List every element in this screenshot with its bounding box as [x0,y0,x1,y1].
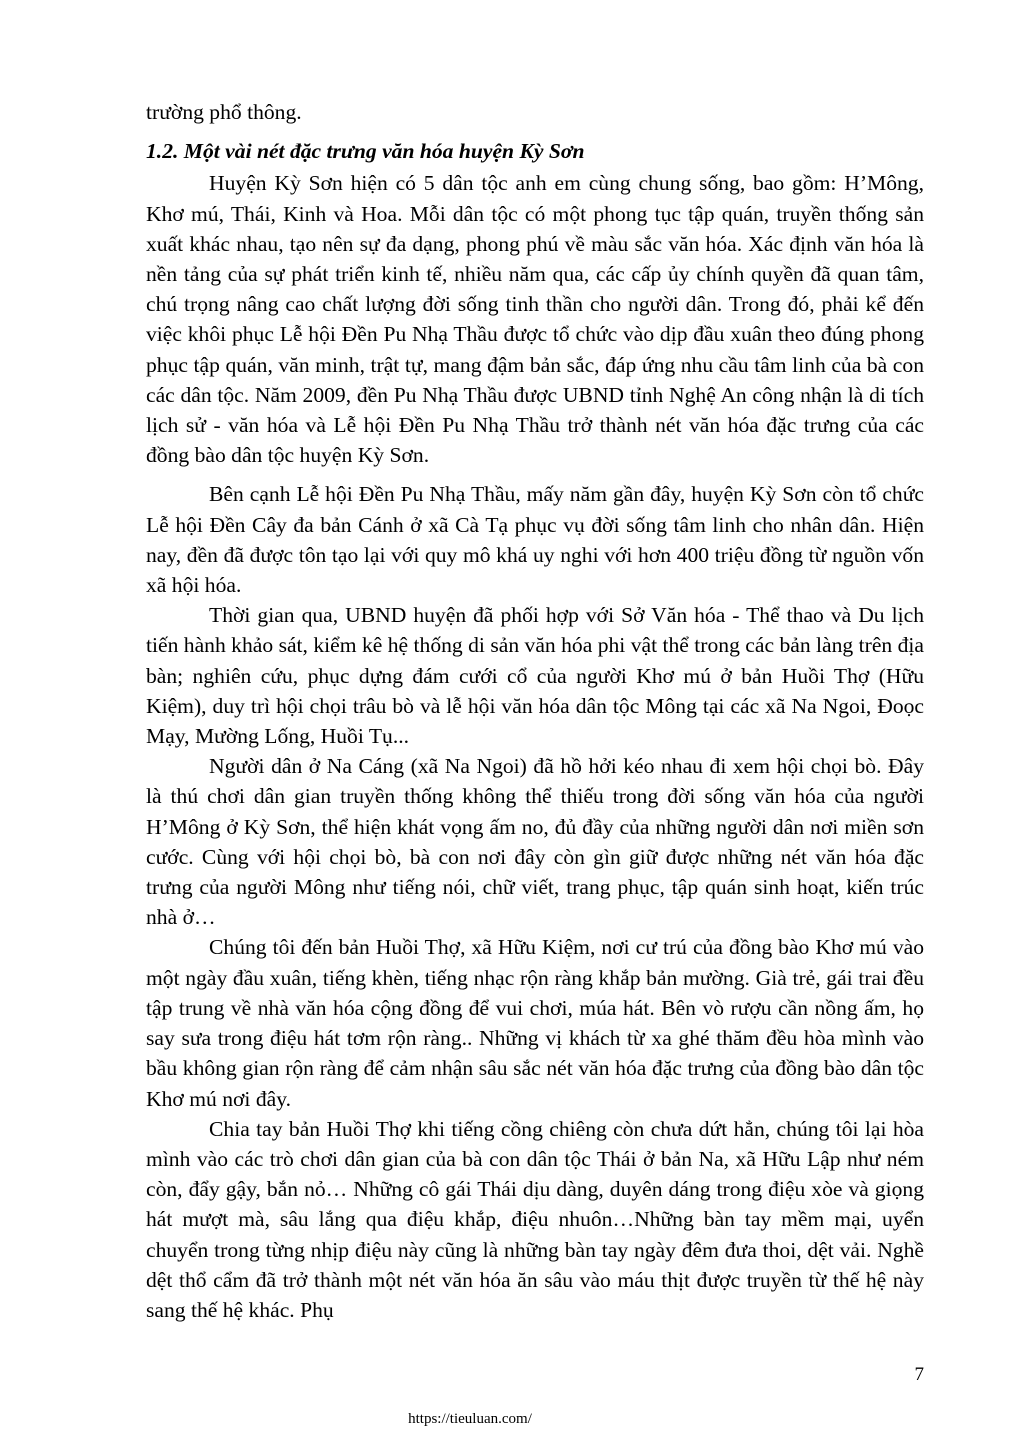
section-heading: 1.2. Một vài nét đặc trưng văn hóa huyện Kỳ Sơn [146,139,585,164]
paragraph-5: Chúng tôi đến bản Huồi Thợ, xã Hữu Kiệm, nơi cư trú của đồng bào Khơ mú vào một ngày đầu xuân, tiếng khèn, tiếng nhạc rộn ràng khắp bản mường. Già trẻ, gái trai đều tập trung về nhà văn hóa cộng đồng để vui chơi, múa hát. Bên vò rượu cần nồng ấm, họ say sưa trong điệu hát tơm rộn ràng.. Những vị khách từ xa ghé thăm đều hòa mình vào bầu không gian rộn ràng để cảm nhận sâu sắc nét văn hóa đặc trưng của đồng bào dân tộc Khơ mú nơi đây. [146,935,924,1111]
footer-link[interactable]: https://tieuluan.com/ [408,1411,532,1427]
paragraph-4: Người dân ở Na Cáng (xã Na Ngoi) đã hồ hởi kéo nhau đi xem hội chọi bò. Đây là thú chơi dân gian truyền thống không thể thiếu trong đời sống văn hóa của người H’Mông ở Kỳ Sơn, thể hiện khát vọng ấm no, đủ đầy của những người dân nơi miền sơn cước. Cùng với hội chọi bò, bà con nơi đây còn gìn giữ được những nét văn hóa đặc trưng của người Mông như tiếng nói, chữ viết, trang phục, tập quán sinh hoạt, kiến trúc nhà ở… [146,754,924,930]
paragraph-6: Chia tay bản Huồi Thợ khi tiếng cồng chiêng còn chưa dứt hẳn, chúng tôi lại hòa mình vào các trò chơi dân gian của bà con dân tộc Thái ở bản Na, xã Hữu Lập như ném còn, đẩy gậy, bắn nỏ… Những cô gái Thái dịu dàng, duyên dáng trong điệu xòe và giọng hát mượt mà, sâu lắng qua điệu khắp, điệu nhuôn…Những bàn tay mềm mại, uyển chuyển trong từng nhịp điệu này cũng là những bàn tay ngày đêm đưa thoi, dệt vải. Nghề dệt thổ cẩm đã trở thành một nét văn hóa ăn sâu vào máu thịt được truyền từ thế hệ này sang thế hệ khác. Phụ [146,1116,924,1322]
document-body [146,97,924,1325]
page-number: 7 [914,1364,924,1385]
paragraph-2: Bên cạnh Lễ hội Đền Pu Nhạ Thầu, mấy năm gần đây, huyện Kỳ Sơn còn tổ chức Lễ hội Đền Cây đa bản Cánh ở xã Cà Tạ phục vụ đời sống tâm linh cho nhân dân. Hiện nay, đền đã được tôn tạo lại với quy mô khá uy nghi với hơn 400 triệu đồng từ nguồn vốn xã hội hóa. [146,482,924,598]
paragraph-3: Thời gian qua, UBND huyện đã phối hợp với Sở Văn hóa - Thể thao và Du lịch tiến hành khảo sát, kiểm kê hệ thống di sản văn hóa phi vật thể trong các bản làng trên địa bàn; nghiên cứu, phục dựng đám cưới cổ của người Khơ mú ở bản Huồi Thợ (Hữu Kiệm), duy trì hội chọi trâu bò và lễ hội văn hóa dân tộc Mông tại các xã Na Ngoi, Đoọc Mạy, Mường Lống, Huồi Tụ... [146,603,924,749]
paragraph-1: Huyện Kỳ Sơn hiện có 5 dân tộc anh em cùng chung sống, bao gồm: H’Mông, Khơ mú, Thái, Kinh và Hoa. Mỗi dân tộc có một phong tục tập quán, truyền thống sản xuất khác nhau, tạo nên sự đa dạng, phong phú về màu sắc văn hóa. Xác định văn hóa là nền tảng của sự phát triển kinh tế, nhiều năm qua, các cấp ủy chính quyền đã quan tâm, chú trọng nâng cao chất lượng đời sống tinh thần cho người dân. Trong đó, phải kể đến việc khôi phục Lễ hội Đền Pu Nhạ Thầu được tổ chức vào dịp đầu xuân theo đúng phong phục tập quán, văn minh, trật tự, mang đậm bản sắc, đáp ứng nhu cầu tâm linh của bà con các dân tộc. Năm 2009, đền Pu Nhạ Thầu được UBND tỉnh Nghệ An công nhận là di tích lịch sử - văn hóa và Lễ hội Đền Pu Nhạ Thầu trở thành nét văn hóa đặc trưng của các đồng bào dân tộc huyện Kỳ Sơn. [146,171,924,468]
continuation-line: trường phổ thông. [146,100,302,124]
